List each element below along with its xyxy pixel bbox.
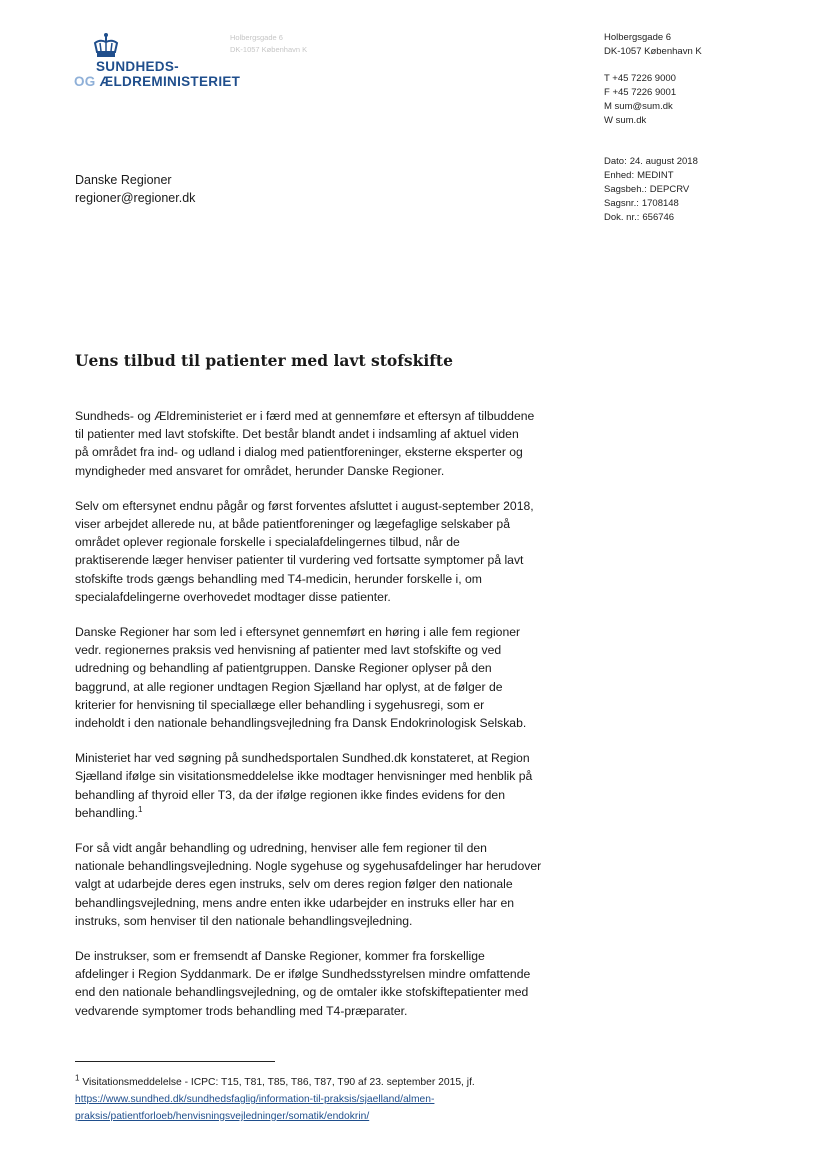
recipient-email: regioner@regioner.dk [75, 191, 196, 205]
body-line: Ministeriet har ved søgning på sundhedsportalen Sundhed.dk konstateret, at Region [75, 751, 530, 766]
meta-handler: Sagsbeh.: DEPCRV [604, 184, 690, 195]
sender-city: DK-1057 København K [604, 46, 702, 57]
body-line: Danske Regioner har som led i eftersynet gennemført en høring i alle fem regioner [75, 625, 521, 640]
sender-address [604, 31, 702, 59]
crown-logo-icon [92, 32, 120, 60]
body-line: på området fra ind- og udland i dialog med patientforeninger, eksterne eksperter og [75, 445, 523, 460]
body-line: vedr. regionernes praksis ved henvisning af patienter med lavt stofskifte og ved [75, 643, 502, 658]
paragraph [75, 749, 565, 822]
body-line: baggrund, at alle regioner undtagen Region Sjælland har oplyst, at de følger de [75, 679, 503, 694]
body-line: behandling.$^1$ [75, 804, 143, 820]
body-line: praktiserende læger henviser patienter til vurdering ved fortsatte symptomer på lavt [75, 553, 524, 568]
body-line: behandling af thyroid eller T3, da der ifølge regionen ikke findes evidens for den [75, 787, 505, 802]
body-line: For så vidt angår behandling og udredning, henviser alle fem regioner til den [75, 841, 487, 856]
footnote-divider [75, 1061, 275, 1062]
body-line: behandlingsvejledning, mens andre enten ikke udarbejder en instruks eller har en [75, 895, 515, 910]
body-line: instruks, som henviser til den nationale behandlingsvejledning. [75, 913, 413, 928]
body-line: viser arbejdet allerede nu, at både patientforeninger og lægefaglige selskaber på [75, 517, 510, 532]
paragraph [75, 839, 565, 930]
meta-doc-number: Dok. nr.: 656746 [604, 212, 675, 223]
sender-phone: T +45 7226 9000 [604, 73, 676, 84]
body-line: Sundheds- og Ældreministeriet er i færd med at gennemføre et eftersyn af tilbuddene [75, 409, 535, 423]
body-line: indeholdt i den nationale behandlingsvejledning fra Dansk Endokrinologisk Selskab. [75, 716, 527, 731]
body-line: end den nationale behandlingsvejledning, og de omtaler ikke stofskiftepatienter med [75, 985, 529, 1000]
paragraph [75, 407, 565, 480]
faint-address-line: DK-1057 København K [230, 45, 308, 54]
footnote-link[interactable]: praksis/patientforloeb/henvisningsvejledninger/somatik/endokrin/ [75, 1111, 370, 1122]
case-meta [604, 155, 698, 225]
footnote-text: $^1$ Visitationsmeddelelse - ICPC: T15, T81, T85, T86, T87, T90 af 23. september 2015, jf. [75, 1073, 475, 1088]
sender-email: M sum@sum.dk [604, 101, 673, 112]
meta-case-number: Sagsnr.: 1708148 [604, 198, 679, 209]
body-line: til patienter med lavt stofskifte. Det består blandt andet i indsamling af aktuel viden [75, 427, 519, 442]
footnote-link[interactable]: https://www.sundhed.dk/sundhedsfaglig/information-til-praksis/sjaelland/almen- [75, 1094, 435, 1105]
footnote [75, 1074, 475, 1125]
body-line: udredning og behandling af patientgruppen. Danske Regioner oplyser på den [75, 661, 492, 676]
sender-fax: F +45 7226 9001 [604, 87, 677, 98]
footnote-link-line [75, 1091, 475, 1108]
body-line: afdelinger i Region Syddanmark. De er ifølge Sundhedsstyrelsen mindre omfattende [75, 967, 531, 982]
letter-title: Uens tilbud til patienter med lavt stofskifte [75, 351, 453, 370]
body-line: stofskifte trods gængs behandling med T4-medicin, herunder forskelle i, om [75, 571, 482, 586]
faint-address-line: Holbergsgade 6 [230, 33, 283, 42]
sender-contact [604, 72, 676, 128]
footnote-marker: 1 [75, 1073, 80, 1083]
footnote-link-line [75, 1108, 475, 1125]
body-line: myndigheder med ansvaret for området, herunder Danske Regioner. [75, 463, 445, 478]
body-line: området oplever regionale forskelle i specialafdelingernes tilbud, når de [75, 535, 460, 550]
paragraph [75, 623, 565, 732]
paragraph [75, 947, 565, 1020]
body-line: nationale behandlingsvejledning. Nogle sygehuse og sygehusafdelinger har herudover [75, 859, 542, 874]
body-line: specialafdelingerne overhovedet modtager disse patienter. [75, 589, 391, 604]
letter-body [75, 407, 565, 1037]
recipient [75, 171, 195, 207]
footnote-ref[interactable]: 1 [138, 804, 143, 814]
paragraph [75, 497, 565, 606]
recipient-name: Danske Regioner [75, 173, 172, 187]
body-line: Selv om eftersynet endnu pågår og først forventes afsluttet i august-september 2018, [75, 498, 534, 513]
body-line: vedvarende symptomer trods behandling med T4-præparater. [75, 1003, 408, 1018]
logo-ministry: ÆLDREMINISTERIET [99, 74, 241, 89]
logo-wordmark-line2 [74, 74, 240, 89]
faint-address [230, 32, 307, 56]
body-line: Sjælland ifølge sin visitationsmeddelelse ikke modtager henvisninger med henblik på [75, 769, 533, 784]
logo-wordmark-line1: SUNDHEDS- [96, 59, 179, 74]
sender-street: Holbergsgade 6 [604, 32, 672, 43]
body-line: kriterier for henvisning til speciallæge eller behandling i sygehusregi, som er [75, 697, 485, 712]
meta-date: Dato: 24. august 2018 [604, 156, 698, 167]
sender-web: W sum.dk [604, 115, 647, 126]
body-line: De instrukser, som er fremsendt af Danske Regioner, kommer fra forskellige [75, 949, 485, 964]
meta-unit: Enhed: MEDINT [604, 170, 674, 181]
body-line: valgt at udarbejde deres egen instruks, selv om deres region følger den nationale [75, 877, 513, 892]
logo-og: OG [74, 74, 96, 89]
